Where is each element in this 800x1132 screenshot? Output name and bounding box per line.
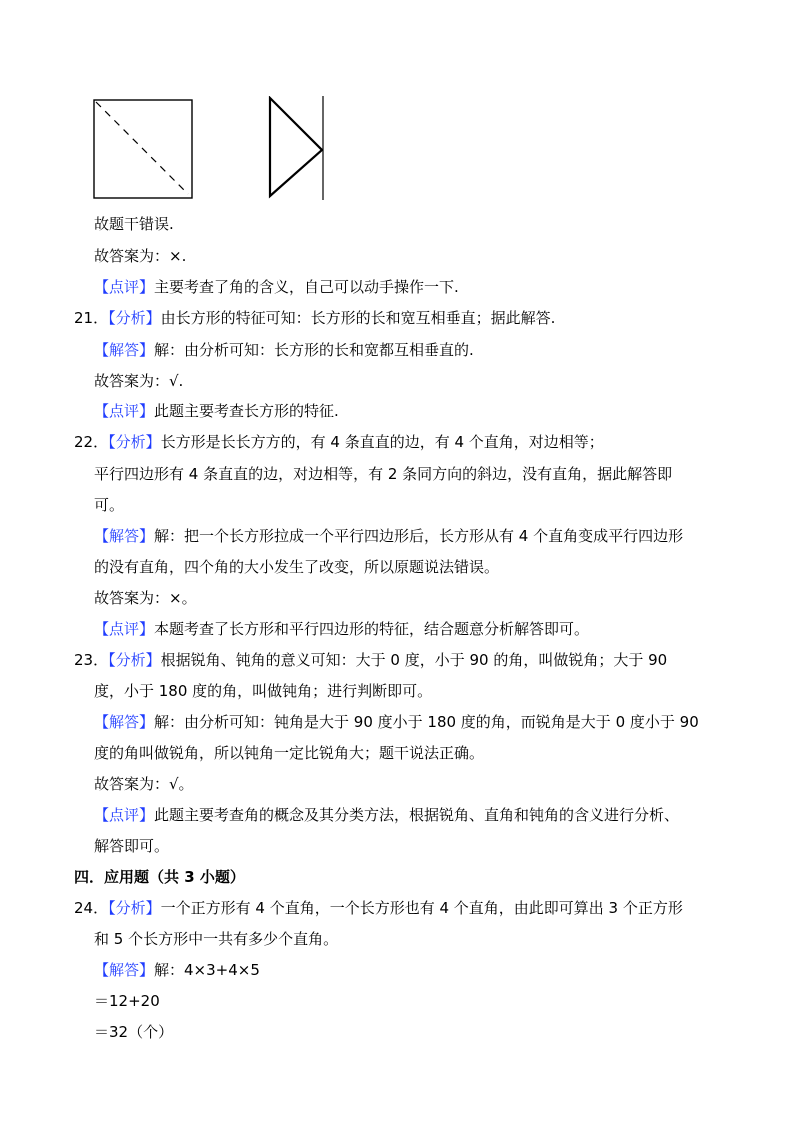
q23-solution-line2: 度的角叫做锐角，所以钝角一定比锐角大；题干说法正确。 (94, 744, 485, 762)
q23-solution-line1 (94, 711, 699, 733)
q23-comment-line1 (94, 804, 679, 826)
q20-answer: 故答案为：×. (94, 247, 187, 265)
comment-tag: 【点评】 (94, 402, 155, 420)
q22-solution-line2: 的没有直角，四个角的大小发生了改变，所以原题说法错误。 (94, 558, 500, 576)
analysis-text: 由长方形的特征可知：长方形的长和宽互相垂直；据此解答. (160, 309, 556, 327)
q21-answer: 故答案为：√. (94, 372, 184, 390)
analysis-tag: 【分析】 (108, 651, 161, 669)
q23-analysis-line1 (74, 649, 667, 671)
q24-solution (94, 959, 260, 981)
solution-text: 解：由分析可知：长方形的长和宽都互相垂直的. (154, 341, 474, 359)
q21-solution (94, 339, 474, 361)
comment-text: 此题主要考查角的概念及其分类方法，根据锐角、直角和钝角的含义进行分析、 (154, 806, 680, 824)
comment-tag: 【点评】 (94, 806, 155, 824)
solution-text: 解：由分析可知：钝角是大于 90 度小于 180 度的角，而锐角是大于 0 度小于 90 (154, 713, 699, 731)
solution-tag: 【解答】 (94, 713, 155, 731)
analysis-text: 长方形是长长方方的，有 4 条直直的边，有 4 个直角，对边相等； (160, 433, 604, 451)
comment-text: 主要考查了角的含义，自己可以动手操作一下. (154, 278, 459, 296)
analysis-tag: 【分析】 (108, 309, 161, 327)
question-number: 22． (74, 433, 109, 451)
solution-text: 解：把一个长方形拉成一个平行四边形后，长方形从有 4 个直角变成平行四边形 (154, 527, 684, 545)
solution-tag: 【解答】 (94, 961, 155, 979)
comment-tag: 【点评】 (94, 620, 155, 638)
q22-answer: 故答案为：×。 (94, 589, 197, 607)
analysis-tag: 【分析】 (108, 899, 161, 917)
q22-analysis-line3: 可。 (94, 496, 125, 514)
dashed-diagonal (96, 102, 188, 194)
question-number: 23． (74, 651, 109, 669)
solution-tag: 【解答】 (94, 341, 155, 359)
q23-answer: 故答案为：√。 (94, 775, 194, 793)
q24-step2: ＝32（个） (94, 1023, 174, 1041)
q22-analysis-line2: 平行四边形有 4 条直直的边，对边相等，有 2 条同方向的斜边，没有直角，据此解答即 (94, 465, 673, 483)
q21-analysis (74, 307, 555, 329)
q22-solution-line1 (94, 525, 683, 547)
q24-step1: ＝12+20 (94, 992, 160, 1010)
q21-comment (94, 400, 339, 422)
comment-text: 此题主要考查长方形的特征. (154, 402, 339, 420)
q23-analysis-line2: 度，小于 180 度的角，叫做钝角；进行判断即可。 (94, 682, 433, 700)
triangle-shape (270, 98, 322, 196)
q24-analysis-line2: 和 5 个长方形中一共有多少个直角。 (94, 930, 339, 948)
q24-analysis-line1 (74, 897, 683, 919)
comment-tag: 【点评】 (94, 278, 155, 296)
analysis-tag: 【分析】 (108, 433, 161, 451)
section-heading: 四．应用题（共 3 小题） (74, 868, 245, 886)
analysis-text: 根据锐角、钝角的意义可知：大于 0 度，小于 90 的角，叫做锐角；大于 90 (160, 651, 668, 669)
solution-text: 解：4×3+4×5 (154, 961, 260, 979)
solution-tag: 【解答】 (94, 527, 155, 545)
q22-comment (94, 618, 589, 640)
q20-conclusion: 故题干错误. (94, 215, 174, 233)
q20-comment (94, 276, 459, 298)
question-number: 21． (74, 309, 109, 327)
q23-comment-line2: 解答即可。 (94, 837, 170, 855)
comment-text: 本题考查了长方形和平行四边形的特征，结合题意分析解答即可。 (154, 620, 590, 638)
angle-figure (90, 96, 330, 202)
q22-analysis-line1 (74, 431, 604, 453)
analysis-text: 一个正方形有 4 个直角，一个长方形也有 4 个直角，由此即可算出 3 个正方形 (160, 899, 683, 917)
question-number: 24． (74, 899, 109, 917)
